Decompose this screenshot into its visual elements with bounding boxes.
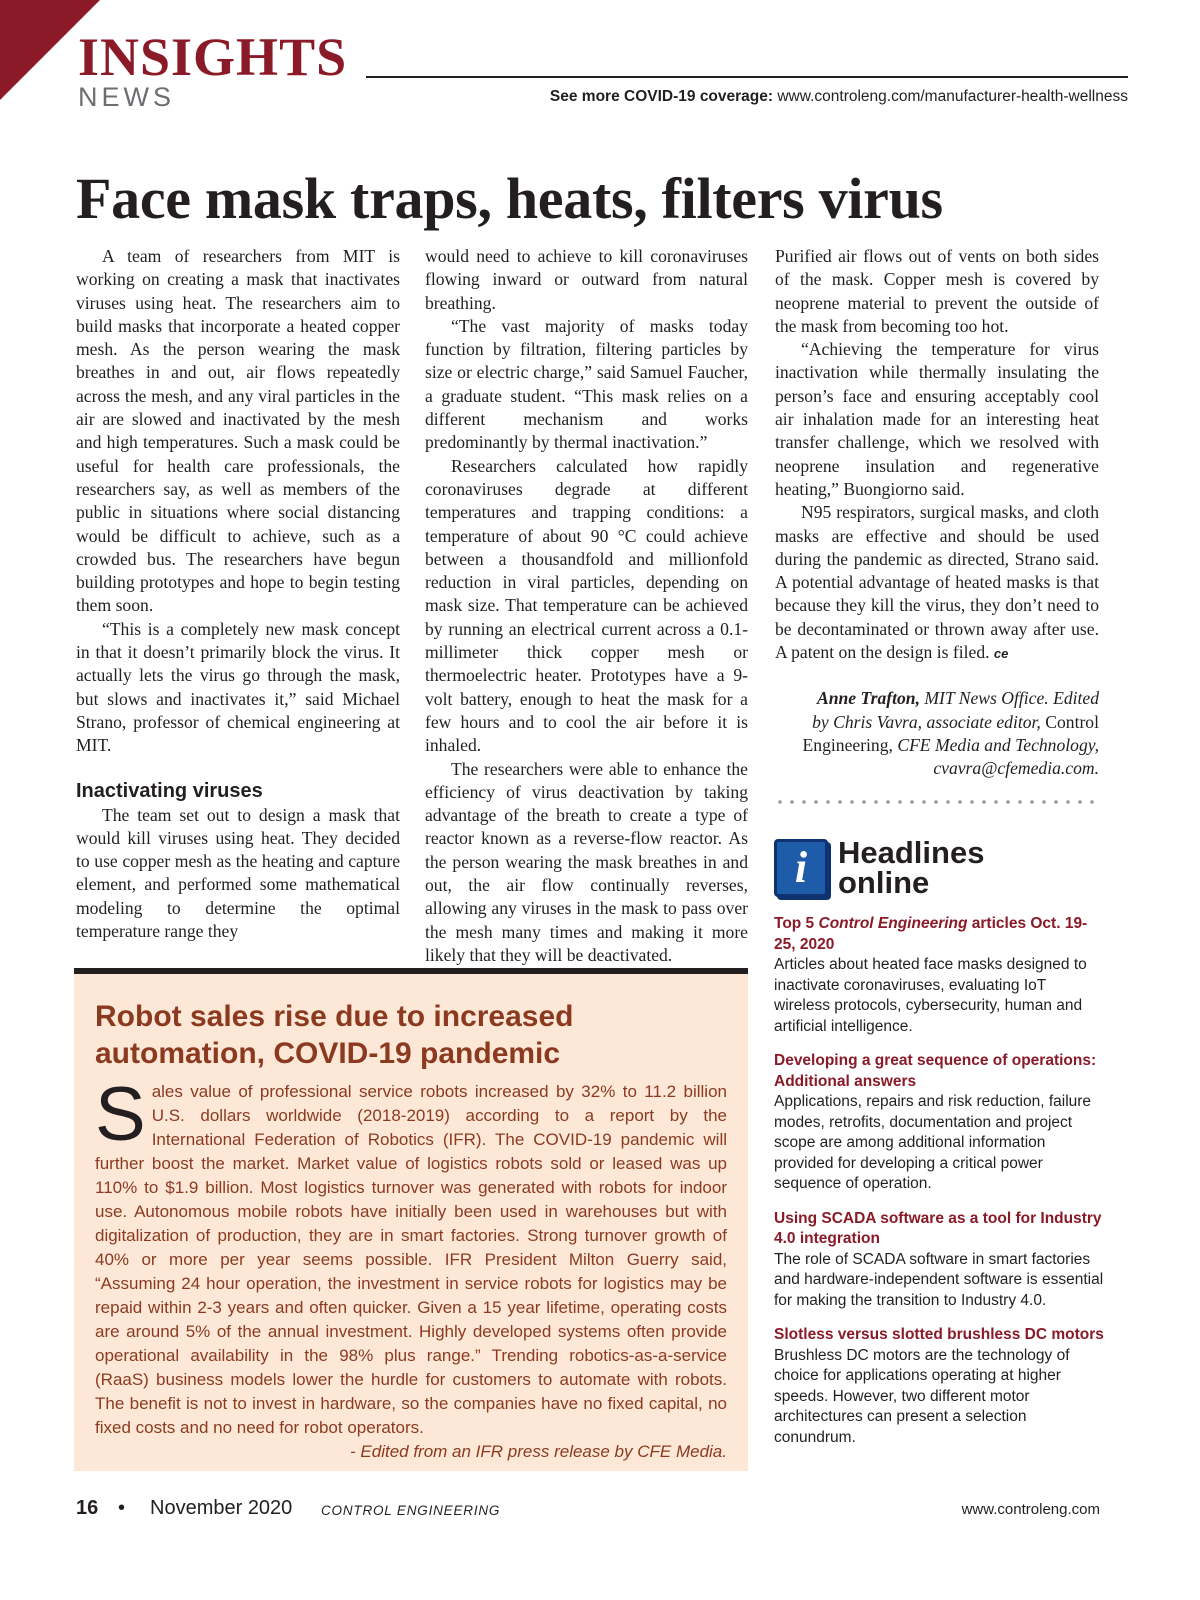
article-paragraph: Purified air flows out of vents on both sides of the mask. Copper mesh is covered by neoprene material to prevent the outside of the mask from becoming too hot.	[775, 246, 1099, 336]
headlines-online	[774, 835, 1104, 1462]
dotted-divider	[774, 798, 1100, 806]
article-column-1	[76, 245, 400, 943]
article-column-2	[425, 245, 748, 967]
article-paragraph: Researchers calculated how rapidly coronaviruses degrade at different temperatures and trapping conditions: a temperature of about 90 °C could achieve between a thousandfold and millionfold reduction in viral particles, depending on mask size. That temperature can be achieved by running an electrical current across a 0.1-millimeter thick copper mesh or thermoelectric heater. Prototypes have a 9-volt battery, enough to heat the mask for a few hours and to cool the air before it is inhaled.	[425, 455, 748, 756]
headline-item[interactable]	[774, 1209, 1104, 1312]
info-icon: i	[774, 839, 828, 897]
article-paragraph: The researchers were able to enhance the efficiency of virus deactivation by taking advantage of the breath to create a type of reactor known as a reverse-flow reactor. As the person wearing the mask breathes in and out, the air flow continually reverses, allowing any viruses in the mask to pass over the mesh many times and making it more likely that they will be deactivated.	[425, 758, 748, 965]
article-paragraph: A team of researchers from MIT is working on creating a mask that inactivates viruses using heat. The researchers aim to build masks that incorporate a heated copper mesh. As the person wearing the mask breathes in and out, air flows repeatedly across the mesh, and any viral particles in the air are slowed and inactivated by the mesh and high temperatures. Such a mask could be useful for health care professionals, the researchers say, as well as members of the public in situations where social distancing would be difficult to achieve, such as a crowded bus. The researchers have begun building prototypes and hope to begin testing them soon.	[76, 246, 400, 616]
headline-item[interactable]	[774, 1051, 1104, 1195]
drop-cap: S	[95, 1072, 146, 1157]
headlines-heading-line: online	[838, 865, 930, 900]
headline-title-magazine: Control Engineering	[818, 915, 968, 932]
headline-item-title[interactable]: Developing a great sequence of operations: Additional answers	[774, 1052, 1097, 1090]
end-mark: ce	[993, 646, 1009, 662]
article-paragraph: “Achieving the temperature for virus inactivation while thermally insulating the person’s face and ensuring acceptably cool air inhalation made for an interesting heat transfer challenge, which we resolved with neoprene insulation and regenerative heating,” Buongiorno said.	[775, 339, 1099, 499]
article-paragraph-text: N95 respirators, surgical masks, and cloth masks are effective and should be used during the pandemic as directed, Strano said. A potential advantage of heated masks is that because they kill the virus, they don’t need to be decontaminated or thrown away after use. A patent on the design is filed.	[775, 502, 1099, 663]
sidebar-story	[74, 968, 748, 1471]
sidebar-story-title: Robot sales rise due to increased automation, COVID-19 pandemic	[95, 1000, 574, 1070]
magazine-name: CONTROL ENGINEERING	[321, 1503, 501, 1518]
headline-item-desc: The role of SCADA software in smart factories and hardware-independent software is essential for making the transition to Industry 4.0.	[774, 1250, 1104, 1309]
headline-item-desc: Brushless DC motors are the technology of choice for applications operating at higher speeds. However, two different motor architectures can present a selection conundrum.	[774, 1346, 1070, 1446]
footer-url[interactable]: www.controleng.com	[961, 1501, 1100, 1518]
headlines-heading-line: Headlines	[838, 835, 985, 870]
article-subhead: Inactivating viruses	[76, 779, 263, 802]
headline-item[interactable]	[774, 914, 1104, 1037]
article-paragraph: would need to achieve to kill coronaviruses flowing inward or outward from natural breathing.	[425, 246, 748, 313]
coverage-url[interactable]: www.controleng.com/manufacturer-health-wellness	[777, 88, 1128, 105]
headline-item-title[interactable]	[774, 914, 1104, 955]
byline	[775, 687, 1099, 780]
sidebar-story-text: ales value of professional service robots increased by 32% to 11.2 billion U.S. dollars worldwide (2018-2019) according to a report by the International Federation of Robotics (IFR). The COVID-19 pandemic will further boost the market. Market value of logistics robots sold or leased was up 110% to $1.9 billion. Most logistics turnover was generated with robots for indoor use. Autonomous mobile robots have initially been used in warehouses but with digitalization of production, they are in smart factories. Strong turnover growth of 40% or more per year seems possible. IFR President Milton Guerry said, “Assuming 24 hour operation, the investment in service robots for logistics may be repaid within 2-3 years and often quicker. Given a 15 year lifetime, operating costs are around 5% of the annual investment. Highly developed systems often provide operational availability in the 98% plus range.” Trending robotics-as-a-service (RaaS) business models lower the hurdle for customers to automate with robots. The benefit is not to invest in hardware, so the companies have no fixed capital, no fixed costs and no need for robot operators.	[95, 1082, 727, 1437]
headline-title-text: articles Oct. 19-25, 2020	[774, 915, 1088, 953]
headline-item[interactable]	[774, 1325, 1104, 1448]
headline-item-title[interactable]: Slotless versus slotted brushless DC motors	[774, 1326, 1104, 1343]
byline-text: MIT News Office. Edited by Chris Vavra, associate editor,	[812, 688, 1099, 732]
coverage-link[interactable]	[550, 88, 1128, 106]
footer-bullet: •	[118, 1497, 126, 1519]
article-paragraph: The team set out to design a mask that would kill viruses using heat. They decided to use copper mesh as the heating and capture element, and performed some mathematical modeling to determine the optimal temperature range they	[76, 804, 400, 942]
section-title: INSIGHTS	[78, 27, 348, 87]
byline-magazine: Control Engineering	[802, 711, 1099, 755]
headline-title-text: Top 5	[774, 915, 819, 932]
sidebar-story-body	[95, 1072, 727, 1440]
page-number: 16	[76, 1497, 99, 1519]
header-rule	[366, 76, 1128, 78]
headlines-header	[774, 835, 1104, 900]
headline-item-desc: Applications, repairs and risk reduction, failure modes, retrofits, documentation and project scope are among additional information provided for developing a critical power sequence of operation.	[774, 1093, 1092, 1192]
sidebar-story-credit: - Edited from an IFR press release by CFE Media.	[350, 1442, 727, 1461]
byline-text: , CFE Media and Technology, cvavra@cfemedia.com.	[888, 734, 1099, 779]
issue-date: November 2020	[150, 1497, 293, 1519]
byline-name: Anne Trafton,	[817, 688, 920, 709]
headline-item-title[interactable]: Using SCADA software as a tool for Industry 4.0 integration	[774, 1209, 1102, 1247]
section-subtitle: NEWS	[78, 82, 175, 112]
page-footer	[76, 1497, 1100, 1527]
headline-item-desc: Articles about heated face masks designed to inactivate coronaviruses, evaluating IoT wireless protocols, cybersecurity, human and artificial intelligence.	[774, 956, 1087, 1035]
article-paragraph: “This is a completely new mask concept in that it doesn’t primarily block the virus. It actually lets the virus go through the mask, but slows and inactivates it,” said Michael Strano, professor of chemical engineering at MIT.	[76, 618, 400, 756]
article-paragraph: “The vast majority of masks today function by filtration, filtering particles by size or electric charge,” said Samuel Faucher, a graduate student. “This mask relies on a different mechanism and works predominantly by thermal inactivation.”	[425, 315, 748, 453]
article-column-3	[775, 245, 1099, 781]
headlines-heading	[838, 835, 985, 900]
coverage-label: See more COVID-19 coverage:	[549, 88, 774, 105]
article-headline: Face mask traps, heats, filters virus	[76, 166, 943, 231]
article-paragraph	[775, 501, 1099, 665]
